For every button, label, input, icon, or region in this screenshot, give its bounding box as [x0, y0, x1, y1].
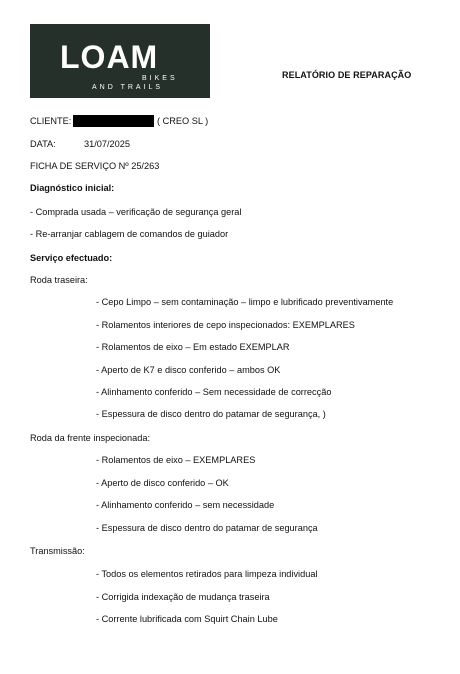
rear-wheel-item: - Espessura de disco dentro do patamar de segurança, ) — [96, 409, 326, 419]
rear-wheel-item: - Rolamentos interiores de cepo inspecionados: EXEMPLARES — [96, 320, 355, 330]
rear-wheel-item: - Alinhamento conferido – Sem necessidade de correcção — [96, 387, 332, 397]
client-label: CLIENTE: — [30, 116, 72, 126]
redacted-client-name — [73, 115, 154, 127]
front-wheel-heading: Roda da frente inspecionada: — [30, 433, 151, 443]
diagnosis-item: - Re-arranjar cablagem de comandos de guiador — [30, 229, 229, 239]
transmission-item: - Todos os elementos retirados para limpeza individual — [96, 569, 318, 579]
client-company: ( CREO SL ) — [157, 116, 209, 126]
logo-brand: LOAM — [60, 39, 159, 75]
date-label: DATA: — [30, 139, 56, 149]
diagnosis-item: - Comprada usada – verificação de segurança geral — [30, 207, 242, 217]
logo-tagline-bikes: BIKES — [142, 75, 178, 82]
front-wheel-item: - Rolamentos de eixo – EXEMPLARES — [96, 455, 256, 465]
service-sheet-number: FICHA DE SERVIÇO Nº 25/263 — [30, 161, 160, 171]
front-wheel-item: - Espessura de disco dentro do patamar de segurança — [96, 523, 318, 533]
report-title: RELATÓRIO DE REPARAÇÃO — [282, 70, 412, 80]
logo-tagline-trails: AND TRAILS — [92, 84, 164, 91]
rear-wheel-item: - Cepo Limpo – sem contaminação – limpo e lubrificado preventivamente — [96, 297, 394, 307]
front-wheel-item: - Aperto de disco conferido – OK — [96, 478, 229, 488]
front-wheel-item: - Alinhamento conferido – sem necessidade — [96, 500, 275, 510]
rear-wheel-item: - Aperto de K7 e disco conferido – ambos OK — [96, 365, 281, 375]
loam-logo — [30, 24, 210, 98]
date-value: 31/07/2025 — [84, 139, 130, 149]
rear-wheel-heading: Roda traseira: — [30, 275, 88, 285]
diagnosis-heading: Diagnóstico inicial: — [30, 183, 115, 193]
rear-wheel-item: - Rolamentos de eixo – Em estado EXEMPLAR — [96, 342, 290, 352]
transmission-item: - Corrente lubrificada com Squirt Chain Lube — [96, 614, 278, 624]
transmission-item: - Corrigida indexação de mudança traseira — [96, 592, 270, 602]
transmission-heading: Transmissão: — [30, 546, 85, 556]
service-heading: Serviço efectuado: — [30, 253, 113, 263]
loam-logo-graphic — [30, 24, 210, 98]
